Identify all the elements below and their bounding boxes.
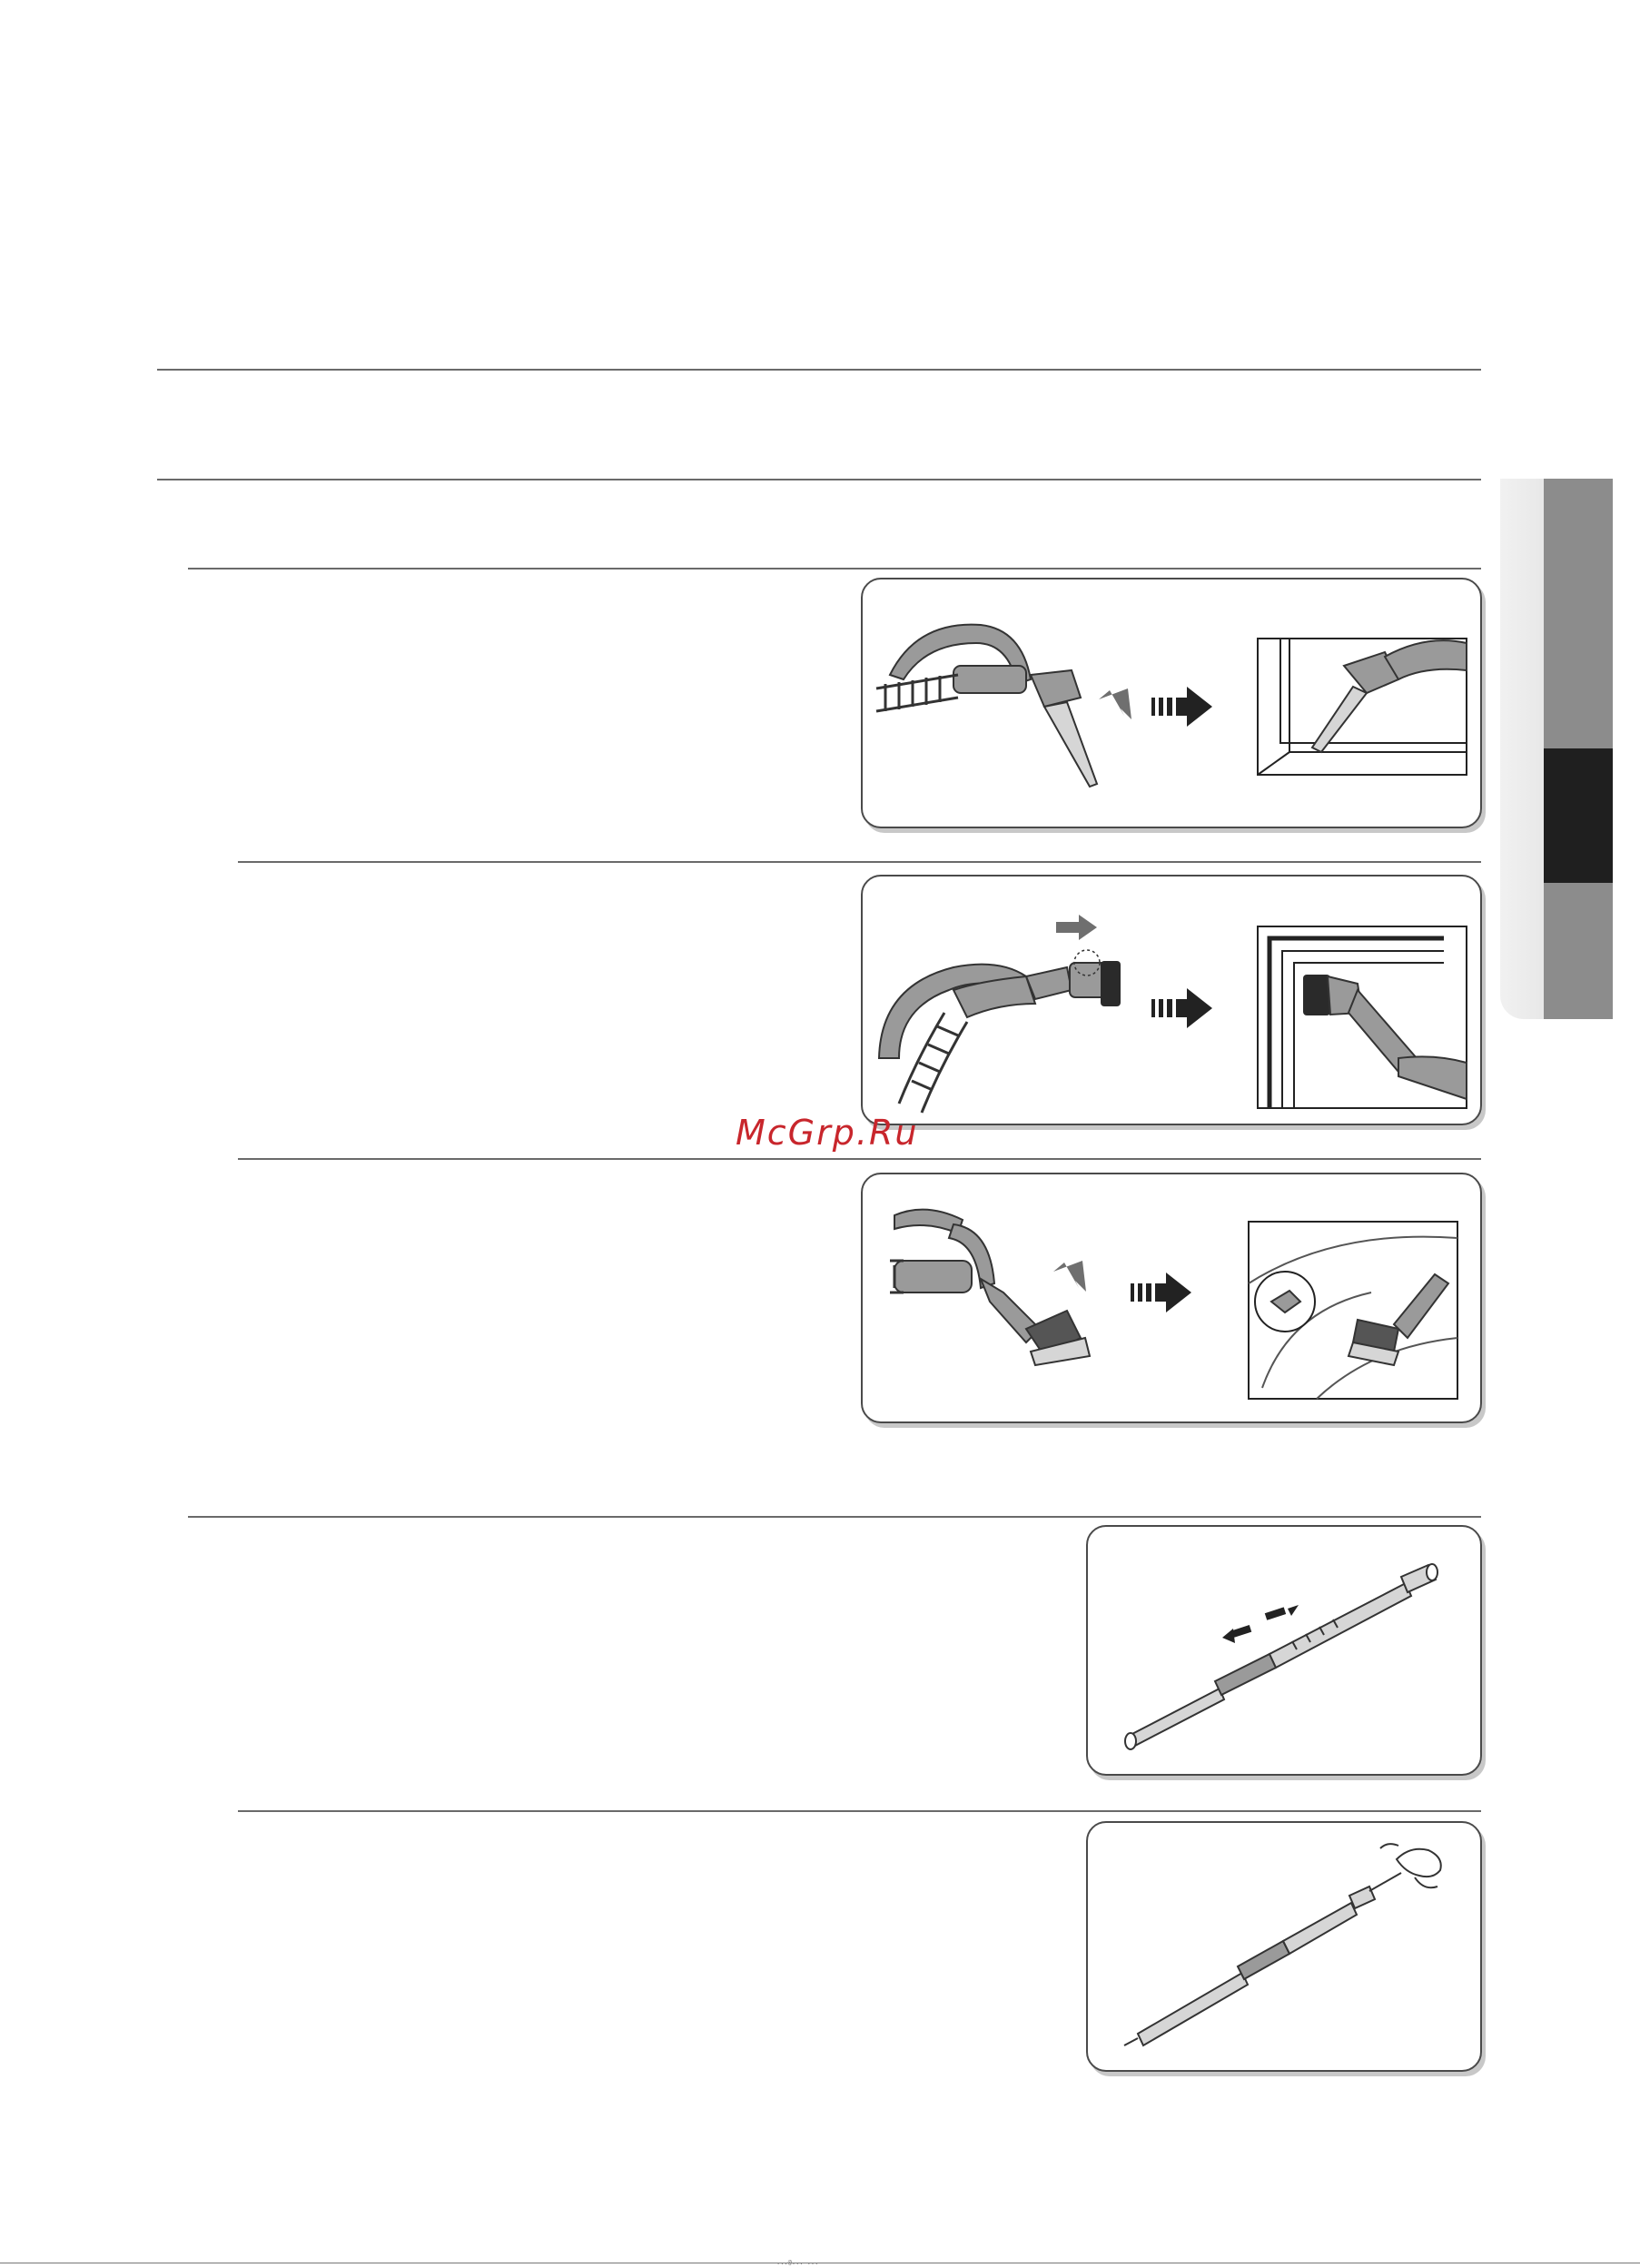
telescopic-pipe-icon: [1124, 1873, 1401, 2045]
illustration-upholstery-tool: [861, 1173, 1482, 1423]
upholstery-tool-icon: [981, 1279, 1090, 1365]
flexible-hose-icon: [876, 675, 958, 711]
dusting-brush-drawing: [863, 876, 1480, 1124]
slide-arrow-icon: [1056, 915, 1097, 940]
chapter-tab-upper: [1544, 479, 1613, 748]
crevice-tool-drawing: [863, 579, 1480, 827]
section-rule-2: [157, 479, 1481, 480]
pipe-cleaning-drawing: [1088, 1823, 1480, 2070]
crevice-tool-icon: [1031, 670, 1097, 787]
illustration-telescopic-pipe: [1086, 1525, 1482, 1776]
next-step-arrow-icon: [1131, 1273, 1191, 1312]
illustration-dusting-brush: [861, 875, 1482, 1125]
watermark-text: McGrp.Ru: [736, 1113, 919, 1153]
flexible-hose-icon: [899, 1013, 967, 1113]
telescopic-pipe-drawing: [1088, 1527, 1480, 1774]
door-frame-icon: [1258, 926, 1467, 1108]
telescopic-pipe-icon: [1125, 1564, 1437, 1749]
hose-handle-icon: [894, 1210, 994, 1292]
subsection-rule-3: [238, 1158, 1481, 1160]
subsection-rule-4: [188, 1516, 1481, 1518]
hose-handle-icon: [879, 965, 1035, 1058]
footer-print-mark: ...@... ...: [776, 2259, 819, 2266]
window-corner-icon: [1258, 639, 1467, 775]
subsection-rule-2: [238, 861, 1481, 863]
sofa-icon: [1249, 1222, 1457, 1399]
next-step-arrow-icon: [1151, 687, 1212, 727]
illustration-pipe-cleaning: [1086, 1821, 1482, 2072]
hand-icon: [1380, 1844, 1441, 1887]
next-step-arrow-icon: [1151, 988, 1212, 1028]
chapter-tab-active: [1544, 748, 1613, 883]
illustration-crevice-tool: [861, 578, 1482, 828]
section-rule-top: [157, 369, 1481, 371]
subsection-rule-5: [238, 1810, 1481, 1812]
dusting-brush-icon: [1026, 950, 1121, 1006]
upholstery-tool-drawing: [863, 1174, 1480, 1421]
chapter-tab-lower: [1544, 883, 1613, 1019]
adjust-arrows-icon: [1222, 1605, 1299, 1643]
insert-arrow-icon: [1053, 1261, 1086, 1292]
insert-arrow-icon: [1099, 688, 1131, 719]
subsection-rule-1: [188, 568, 1481, 569]
